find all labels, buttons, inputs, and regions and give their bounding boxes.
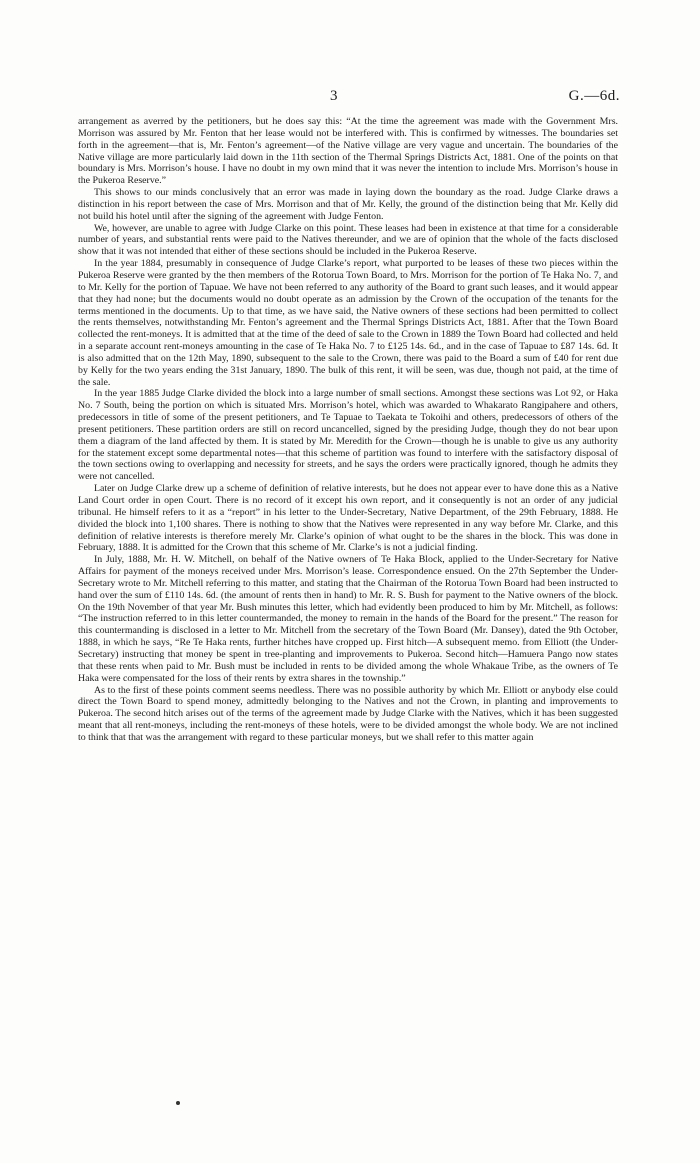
- paragraph: In the year 1885 Judge Clarke divided the block into a large number of small sections. Amongst these sections was Lot 92, or Haka No. 7 South, being the portion on which is situated Mrs. Morrison’s hotel, which was awarded to Whakarato Rangipahere and others, predecessors in title of some of the present petitioners, and Te Tapuae to Taekata te Tokoihi and others, predecessors of others of the present petitioners. These partition orders are still on record uncancelled, signed by the presiding Judge, though they do not bear upon them a diagram of the land affected by them. It is stated by Mr. Meredith for the Crown—though he is unable to give us any authority for the statement except some departmental notes—that this scheme of partition was found to interfere with the satisfactory disposal of the town sections owing to overlapping and necessity for streets, and he says the orders were practically ignored, though he admits they were not cancelled.: [78, 388, 618, 483]
- document-reference: G.—6d.: [568, 88, 620, 104]
- paragraph: In July, 1888, Mr. H. W. Mitchell, on behalf of the Native owners of Te Haka Block, applied to the Under-Secretary for Native Affairs for payment of the moneys received under Mrs. Morrison’s lease. Correspondence ensued. On the 27th September the Under-Secretary wrote to Mr. Mitchell referring to this matter, and stating that the Chairman of the Rotorua Town Board had been instructed to hand over the sum of £110 14s. 6d. (the amount of rents then in hand) to Mr. R. S. Bush for payment to the Native owners of the block. On the 19th November of that year Mr. Bush minutes this letter, which had evidently been produced to him by Mr. Mitchell, as follows: “The instruction referred to in this letter countermanded, the money to remain in the hands of the Board for the present.” The reason for this countermanding is disclosed in a letter to Mr. Mitchell from the secretary of the Town Board (Mr. Dansey), dated the 9th October, 1888, in which he says, “Re Te Haka rents, further hitches have cropped up. First hitch—A subsequent memo. from Elliott (the Under-Secretary) instructing that money be spent in tree-planting and improvements to Pukeroa. Second hitch—Hamuera Pango now states that these rents when paid to Mr. Bush must be included in rents to be divided among the whole Whakaue Tribe, as the owners of Te Haka were compensated for the loss of their rents by extra shares in the township.”: [78, 554, 618, 684]
- paragraph: We, however, are unable to agree with Judge Clarke on this point. These leases had been in existence at that time for a considerable number of years, and substantial rents were paid to the Natives thereunder, and we are of opinion that the whole of the facts disclosed show that it was not intended that either of these sections should be included in the Pukeroa Reserve.: [78, 222, 618, 258]
- paragraph: As to the first of these points comment seems needless. There was no possible authority by which Mr. Elliott or anybody else could direct the Town Board to spend money, admittedly belonging to the Natives and not the Crown, in planting and improvements to Pukeroa. The second hitch arises out of the terms of the agreement made by Judge Clarke with the Natives, which it has been suggested meant that all rent-moneys, including the rent-moneys of these hotels, were to be divided amongst the whole body. We are not inclined to think that that was the arrangement with regard to these particular moneys, but we shall refer to this matter again: [78, 684, 618, 743]
- paragraph: arrangement as averred by the petitioners, but he does say this: “At the time the agreement was made with the Government Mrs. Morrison was assured by Mr. Fenton that her lease would not be interfered with. This is confirmed by witnesses. The boundaries set forth in the agreement—that is, Mr. Fenton’s agreement—of the Native village are very vague and uncertain. The boundaries of the Native village are more particularly laid down in the 11th section of the Thermal Springs Districts Act, 1881. One of the points on that boundary is Mrs. Morrison’s house. I have no doubt in my own mind that it was never the intention to include Mrs. Morrison’s house in the Pukeroa Reserve.”: [78, 116, 618, 187]
- paragraph: Later on Judge Clarke drew up a scheme of definition of relative interests, but he does not appear ever to have done this as a Native Land Court order in open Court. There is no record of it except his own report, and it consequently is not an order of any judicial tribunal. He himself refers to it as a “report” in his letter to the Under-Secretary, Native Department, of the 29th February, 1888. He divided the block into 1,100 shares. There is nothing to show that the Natives were represented in any way before Mr. Clarke, and this definition of relative interests is therefore merely Mr. Clarke’s opinion of what ought to be the shares in the block. This was done in February, 1888. It is admitted for the Crown that this scheme of Mr. Clarke’s is not a judicial finding.: [78, 483, 618, 554]
- stray-mark: [176, 1101, 180, 1105]
- paragraph: This shows to our minds conclusively that an error was made in laying down the boundary as the road. Judge Clarke draws a distinction in his report between the case of Mrs. Morrison and that of Mr. Kelly, the ground of the distinction being that Mr. Kelly did not build his hotel until after the signing of the agreement with Judge Fenton.: [78, 187, 618, 222]
- body-text: [78, 116, 618, 744]
- page-number: 3: [330, 88, 338, 104]
- paragraph: In the year 1884, presumably in consequence of Judge Clarke’s report, what purported to be leases of these two pieces within the Pukeroa Reserve were granted by the then members of the Rotorua Town Board, to Mrs. Morrison for the portion of Te Haka No. 7, and to Mr. Kelly for the portion of Tapuae. We have not been referred to any authority of the Board to grant such leases, and it would appear that they had none; but the documents would no doubt operate as an admission by the Crown of the occupation of the tenants for the terms mentioned in the documents. Up to that time, as we have said, the Native owners of these sections had been permitted to collect the rents themselves, notwithstanding Mr. Fenton’s agreement and the Thermal Springs Districts Act, 1881. After that the Town Board collected the rent-moneys. It is admitted that at the time of the deed of sale to the Crown in 1889 the Town Board had collected and held in a separate account rent-moneys amounting in the case of Te Haka No. 7 to £125 14s. 6d., and in the case of Tapuae to £87 14s. 6d. It is also admitted that on the 12th May, 1890, subsequent to the sale to the Crown, there was paid to the Board a sum of £40 for rent due by Kelly for the two years ending the 31st January, 1890. The bulk of this rent, it will be seen, was due, though not paid, at the time of the sale.: [78, 258, 618, 388]
- page-header: [0, 88, 700, 108]
